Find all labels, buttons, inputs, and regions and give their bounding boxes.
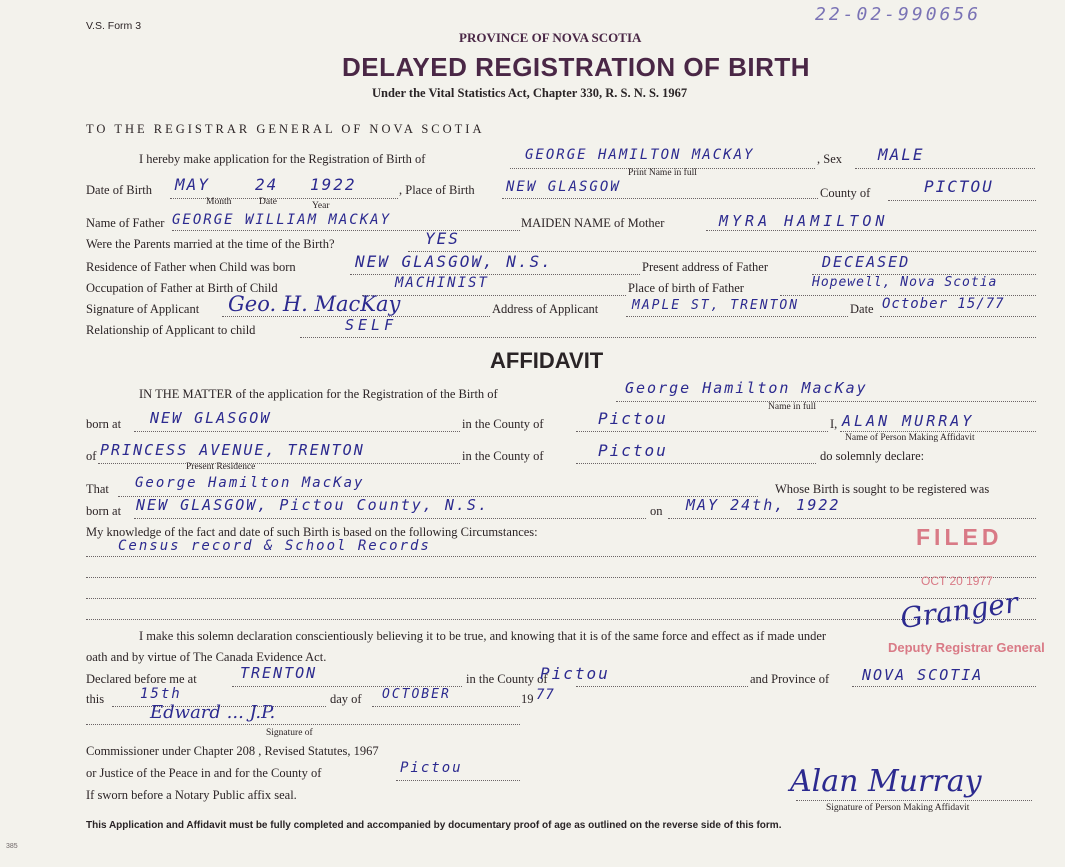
residence-field: NEW GLASGOW, N.S. — [355, 252, 553, 271]
county-label: County of — [820, 186, 871, 200]
applicant-signature: Geo. H. MacKay — [228, 292, 401, 316]
child-name-field: GEORGE HAMILTON MACKAY — [525, 147, 755, 163]
declared-at-field: TRENTON — [240, 664, 318, 682]
occupation-field: MACHINIST — [395, 275, 489, 291]
on-label: on — [650, 504, 663, 518]
year-field: 77 — [536, 687, 555, 703]
that-label: That — [86, 482, 109, 496]
place-birth-field: NEW GLASGOW — [506, 179, 621, 195]
justice-county-field: Pictou — [400, 760, 463, 776]
registrar-address: TO THE REGISTRAR GENERAL OF NOVA SCOTIA — [86, 122, 485, 136]
sig-applicant-label: Signature of Applicant — [86, 302, 200, 316]
residence-field: PRINCESS AVENUE, TRENTON — [100, 441, 365, 459]
registrar-signature: Granger — [898, 585, 1021, 636]
footer-instructions: This Application and Affidavit must be fully completed and accompanied by documentary proof of age as outlined on the reverse side of this form. — [86, 820, 782, 831]
year-caption: Year — [312, 201, 330, 211]
married-field: YES — [425, 229, 460, 248]
on-date-field: MAY 24th, 1922 — [686, 496, 841, 514]
father-birthplace-field: Hopewell, Nova Scotia — [812, 275, 998, 290]
province-field: NOVA SCOTIA — [862, 666, 984, 684]
born-at-label: born at — [86, 417, 122, 431]
present-address-field: DECEASED — [822, 253, 911, 271]
knowledge-label: My knowledge of the fact and date of such Birth is based on the following Circumstances: — [86, 525, 538, 539]
born-at-field: NEW GLASGOW — [150, 409, 272, 427]
form-id: V.S. Form 3 — [86, 20, 142, 32]
sex-label: , Sex — [817, 152, 842, 166]
i-label: I, — [830, 417, 838, 431]
province-label: and Province of — [750, 672, 830, 686]
occupation-label: Occupation of Father at Birth of Child — [86, 281, 278, 295]
deputy-registrar-stamp: Deputy Registrar General — [888, 640, 1045, 655]
application-prefix: I hereby make application for the Registration of Birth of — [139, 152, 426, 166]
corner-code: 385 — [6, 843, 18, 850]
in-county-label-3: in the County of — [466, 672, 548, 686]
declare-label: do solemnly declare: — [820, 449, 925, 463]
address-applicant-label: Address of Applicant — [492, 302, 599, 316]
mother-label: MAIDEN NAME of Mother — [521, 216, 665, 230]
month-field: OCTOBER — [382, 687, 451, 702]
circumstances-field: Census record & School Records — [118, 538, 431, 554]
main-title: DELAYED REGISTRATION OF BIRTH — [342, 52, 811, 82]
place-birth-label: , Place of Birth — [399, 183, 475, 197]
this-label: this — [86, 692, 105, 706]
county-field: PICTOU — [924, 177, 994, 196]
in-county-label-2: in the County of — [462, 449, 544, 463]
present-residence-caption: Present Residence — [186, 462, 256, 472]
day-of-label: day of — [330, 692, 362, 706]
date-caption: Date — [259, 197, 277, 207]
province-heading: PROVINCE OF NOVA SCOTIA — [459, 30, 642, 45]
in-county-label-1: in the County of — [462, 417, 544, 431]
affiant-caption: Name of Person Making Affidavit — [845, 433, 975, 443]
filed-stamp-date: OCT 20 1977 — [921, 574, 993, 588]
born-at-label-2: born at — [86, 504, 122, 518]
subtitle: Under the Vital Statistics Act, Chapter 330, R. S. N. S. 1967 — [372, 86, 688, 100]
justice-label: or Justice of the Peace in and for the County of — [86, 766, 322, 780]
that-name-field: George Hamilton MacKay — [135, 475, 365, 491]
relationship-label: Relationship of Applicant to child — [86, 323, 256, 337]
county-field-2: Pictou — [598, 441, 668, 460]
sex-field: MALE — [878, 145, 925, 164]
father-birthplace-label: Place of birth of Father — [628, 281, 744, 295]
whose-birth-label: Whose Birth is sought to be registered was — [775, 482, 990, 496]
print-name-caption: Print Name in full — [628, 168, 697, 178]
residence-label: Residence of Father when Child was born — [86, 260, 296, 274]
declared-label: Declared before me at — [86, 672, 197, 686]
month-caption: Month — [206, 197, 232, 207]
father-label: Name of Father — [86, 216, 165, 230]
notary-label: If sworn before a Notary Public affix seal. — [86, 788, 297, 802]
solemn-line-1: I make this solemn declaration conscientiously believing it to be true, and knowing that it is of the same force and effect as if made under — [139, 629, 827, 643]
date-label: Date — [850, 302, 874, 316]
county-field-1: Pictou — [598, 409, 668, 428]
dob-month-field: MAY — [175, 175, 210, 194]
relationship-field: SELF — [345, 316, 398, 334]
day-field: 15th — [140, 686, 182, 702]
dob-year-field: 1922 — [310, 175, 357, 194]
signature-of-caption: Signature of — [266, 728, 313, 738]
affidavit-title: AFFIDAVIT — [490, 348, 604, 373]
name-full-caption: Name in full — [768, 402, 817, 412]
affiant-signature-caption: Signature of Person Making Affidavit — [826, 803, 970, 813]
mother-field: MYRA HAMILTON — [719, 212, 889, 230]
born-at-field-2: NEW GLASGOW, Pictou County, N.S. — [136, 496, 489, 514]
dob-date-field: 24 — [255, 175, 279, 194]
solemn-line-2: oath and by virtue of The Canada Evidence Act. — [86, 650, 327, 664]
commissioner-label: Commissioner under Chapter 208 , Revised Statutes, 1967 — [86, 744, 379, 758]
father-field: GEORGE WILLIAM MACKAY — [172, 212, 392, 228]
commissioner-signature: Edward ... J.P. — [150, 702, 276, 723]
of-label: of — [86, 449, 97, 463]
married-label: Were the Parents married at the time of the Birth? — [86, 237, 335, 251]
affiant-field: ALAN MURRAY — [842, 412, 975, 430]
dob-label: Date of Birth — [86, 183, 152, 197]
year-prefix: 19 — [521, 692, 534, 706]
filed-stamp-text: FILED — [916, 524, 1003, 550]
application-date-field: October 15/77 — [882, 296, 1005, 312]
matter-name-field: George Hamilton MacKay — [625, 379, 868, 397]
present-address-label: Present address of Father — [642, 260, 769, 274]
matter-prefix: IN THE MATTER of the application for the Registration of the Birth of — [139, 387, 498, 401]
affiant-signature: Alan Murray — [790, 764, 982, 799]
registration-number: 22-02-990656 — [815, 4, 982, 25]
address-applicant-field: MAPLE ST, TRENTON — [632, 298, 800, 313]
county-field-3: Pictou — [540, 664, 610, 683]
